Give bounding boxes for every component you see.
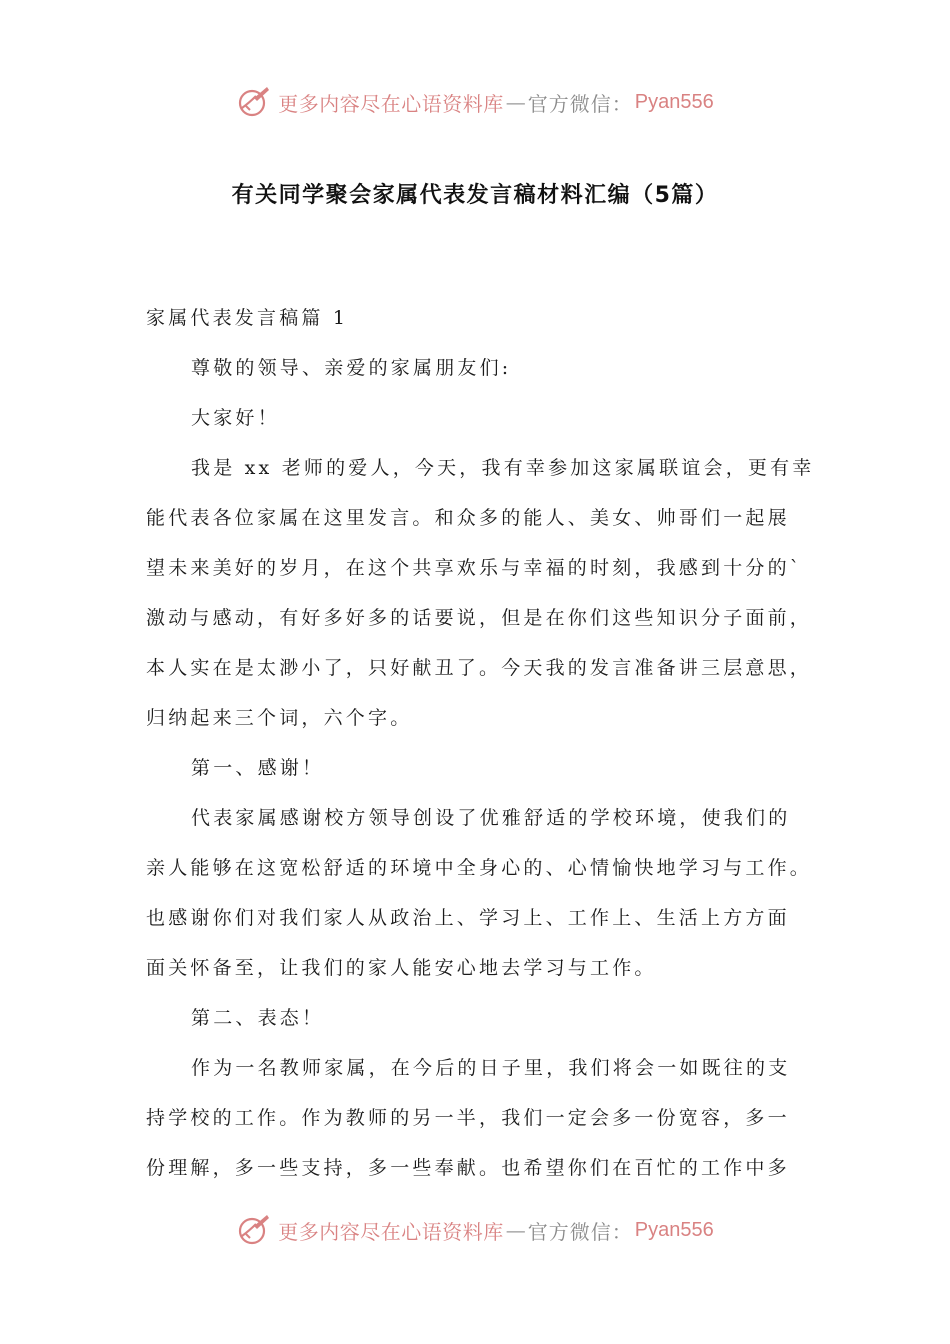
wechat-label: 官方微信： (527, 91, 633, 116)
body-line: 第一、感谢！ (191, 757, 325, 779)
body-line: 我是 xx 老师的爱人，今天，我有幸参加这家属联谊会，更有幸 (191, 457, 815, 479)
body-line: 大家好！ (191, 407, 280, 429)
body-line: 归纳起来三个词，六个字。 (146, 707, 413, 729)
body-line: 望未来美好的岁月，在这个共享欢乐与幸福的时刻，我感到十分的` (146, 557, 803, 579)
watermark-text: 更多内容尽在心语资料库 (278, 1219, 504, 1244)
watermark-text: 更多内容尽在心语资料库 (278, 91, 504, 116)
wechat-id: Pyan556 (634, 90, 714, 113)
body-line: 激动与感动，有好多好多的话要说，但是在你们这些知识分子面前， (146, 607, 813, 629)
wechat-label: 官方微信： (527, 1219, 633, 1244)
watermark-banner-top (0, 82, 950, 122)
body-line: 份理解，多一些支持，多一些奉献。也希望你们在百忙的工作中多 (146, 1157, 790, 1179)
document-title: 有关同学聚会家属代表发言稿材料汇编（5篇） (231, 183, 719, 208)
body-line: 代表家属感谢校方领导创设了优雅舒适的学校环境，使我们的 (191, 807, 791, 829)
body-line: 尊敬的领导、亲爱的家属朋友们: (191, 357, 512, 379)
watermark-dash: — (505, 90, 526, 114)
body-line: 本人实在是太渺小了，只好献丑了。今天我的发言准备讲三层意思， (146, 657, 813, 679)
watermark-dash: — (505, 1218, 526, 1242)
pen-logo-icon (236, 84, 272, 120)
watermark-banner-bottom (0, 1210, 950, 1250)
wechat-id: Pyan556 (634, 1218, 714, 1241)
document-body (146, 298, 826, 1198)
body-line: 作为一名教师家属，在今后的日子里，我们将会一如既往的支 (191, 1057, 791, 1079)
body-line: 持学校的工作。作为教师的另一半，我们一定会多一份宽容，多一 (146, 1107, 790, 1129)
body-line: 也感谢你们对我们家人从政治上、学习上、工作上、生活上方方面 (146, 907, 790, 929)
pen-logo-icon (236, 1212, 272, 1248)
body-line: 面关怀备至，让我们的家人能安心地去学习与工作。 (146, 957, 657, 979)
section-heading: 家属代表发言稿篇 1 (146, 307, 349, 329)
body-line: 第二、表态！ (191, 1007, 325, 1029)
body-line: 亲人能够在这宽松舒适的环境中全身心的、心情愉快地学习与工作。 (146, 857, 813, 879)
body-line: 能代表各位家属在这里发言。和众多的能人、美女、帅哥们一起展 (146, 507, 790, 529)
